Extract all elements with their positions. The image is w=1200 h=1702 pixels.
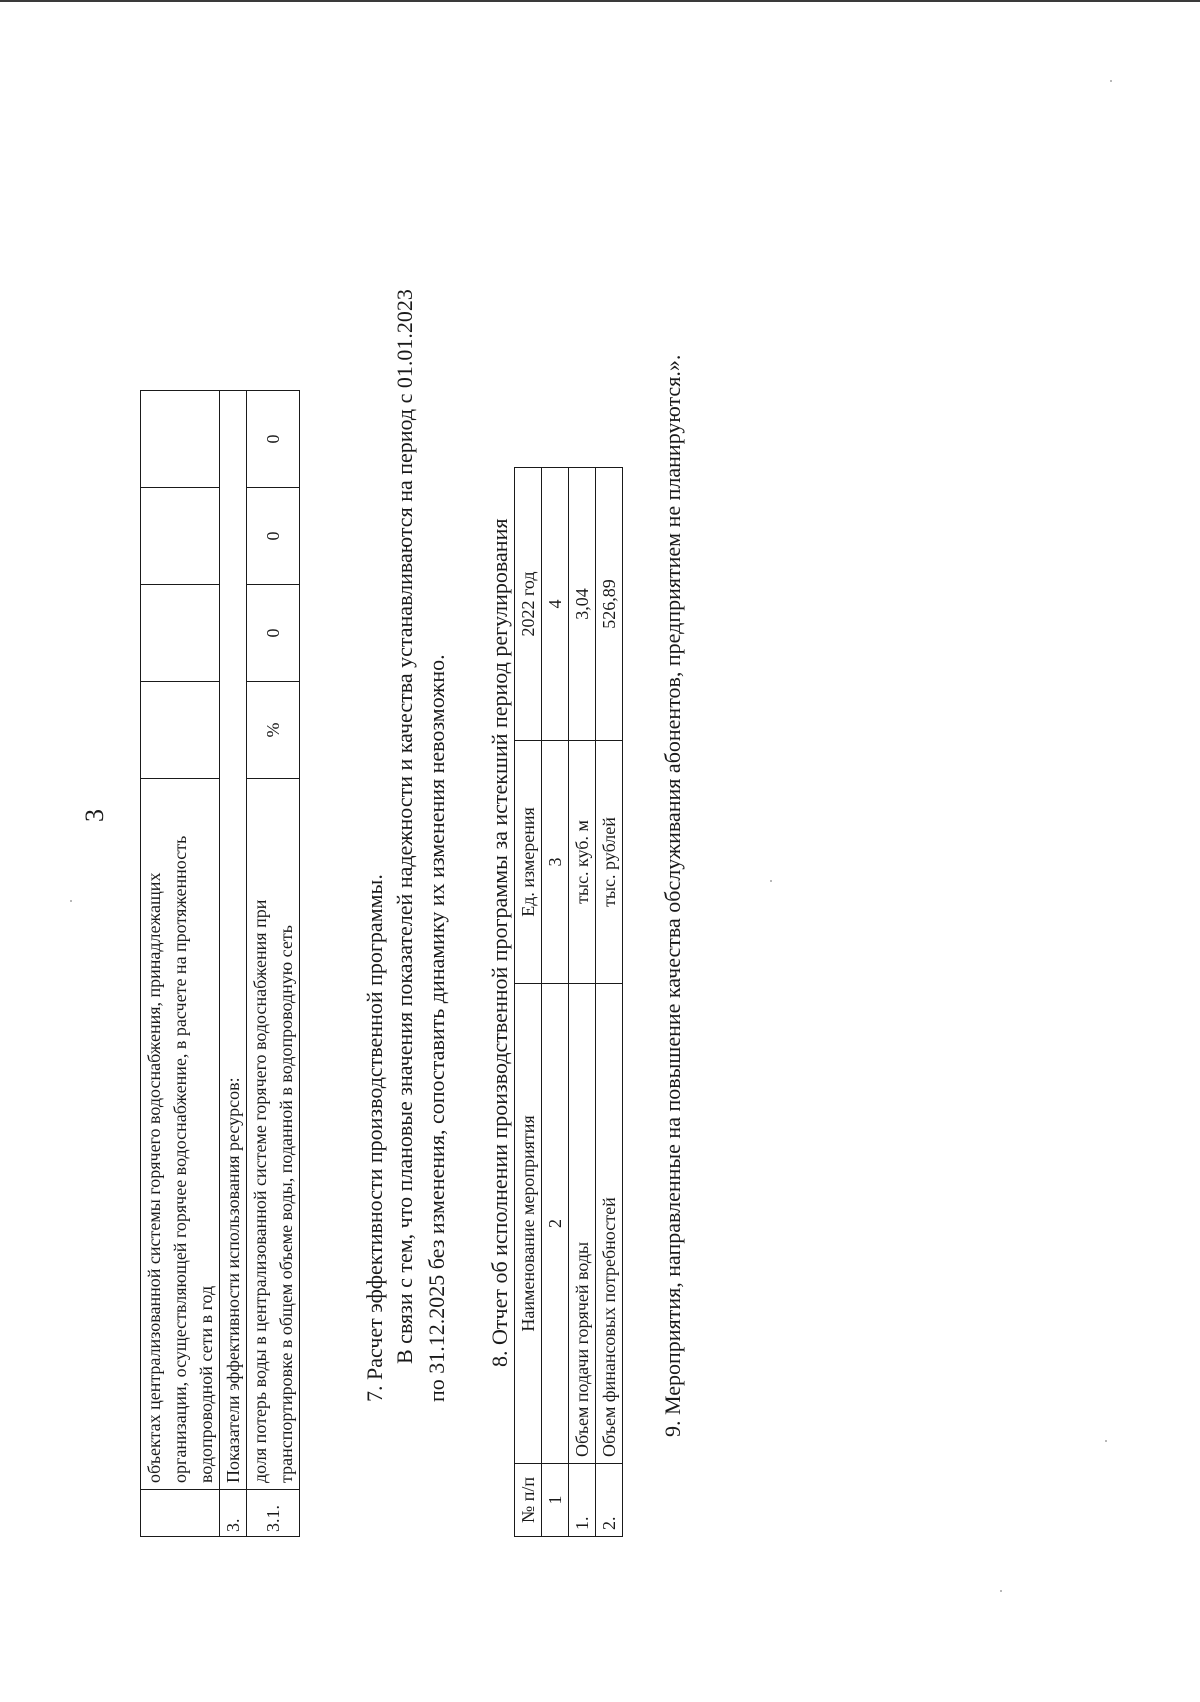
table-row [247, 391, 300, 1537]
table-row [220, 391, 247, 1537]
row3-num: 3. [220, 1490, 247, 1537]
cont-line-2: организации, осуществляющей горячее водоснабжение, в расчете на протяженность [170, 835, 190, 1483]
row31-value-1: 0 [247, 585, 300, 682]
table-row [569, 468, 596, 1537]
row-value: 3,04 [569, 468, 596, 741]
table-header-row [515, 468, 542, 1537]
row31-value-2: 0 [247, 488, 300, 585]
table-row [141, 391, 220, 1537]
table-numbering-row [542, 468, 569, 1537]
row-num: 2. [596, 1464, 623, 1537]
row31-unit: % [247, 682, 300, 779]
col-number: 2 [542, 984, 569, 1464]
row-unit: тыс. куб. м [569, 741, 596, 984]
row31-text [247, 779, 300, 1490]
row31-line-1: доля потерь воды в централизованной системе горячего водоснабжения при [250, 899, 270, 1483]
cell-num [141, 1490, 220, 1537]
header-unit: Ед. измерения [515, 741, 542, 984]
row31-value-3: 0 [247, 391, 300, 488]
cell-text [141, 779, 220, 1490]
col-number: 4 [542, 468, 569, 741]
section-9-text: 9. Мероприятия, направленные на повышение качества обслуживания абонентов, предприятием не планируются.». [660, 354, 685, 1437]
row-name: Объем финансовых потребностей [596, 984, 623, 1464]
cont-line-3: водопроводной сети в год [196, 1285, 216, 1483]
cell-value [141, 585, 220, 682]
program-report-table [514, 467, 623, 1537]
row-value: 526,89 [596, 468, 623, 741]
row-name: Объем подачи горячей воды [569, 984, 596, 1464]
table-row [596, 468, 623, 1537]
header-num: № п/п [515, 1464, 542, 1537]
row31-line-2: транспортировке в общем объеме воды, поданной в водопроводную сеть [276, 925, 296, 1483]
section-7-line-2: по 31.12.2025 без изменения, сопоставить динамику их изменения невозможно. [424, 654, 449, 1402]
cell-value [141, 488, 220, 585]
cell-unit [141, 682, 220, 779]
cell-value [141, 391, 220, 488]
row-unit: тыс. рублей [596, 741, 623, 984]
indicators-table [140, 390, 300, 1537]
row3-text: Показатели эффективности использования ресурсов: [220, 391, 247, 1490]
col-number: 3 [542, 741, 569, 984]
header-year: 2022 год [515, 468, 542, 741]
cont-line-1: объектах централизованной системы горячего водоснабжения, принадлежащих [144, 872, 164, 1483]
row31-num: 3.1. [247, 1490, 300, 1537]
section-8-heading: 8. Отчет об исполнении производственной программы за истекший период регулирования [487, 518, 512, 1367]
row-num: 1. [569, 1464, 596, 1537]
section-7-line-1: В связи с тем, что плановые значения показателей надежности и качества устанавливаются на период с 01.01.2023 [392, 289, 417, 1364]
col-number: 1 [542, 1464, 569, 1537]
header-name: Наименование мероприятия [515, 984, 542, 1464]
section-7-heading: 7. Расчет эффективности производственной программы. [362, 874, 387, 1402]
page-number: 3 [80, 809, 109, 822]
